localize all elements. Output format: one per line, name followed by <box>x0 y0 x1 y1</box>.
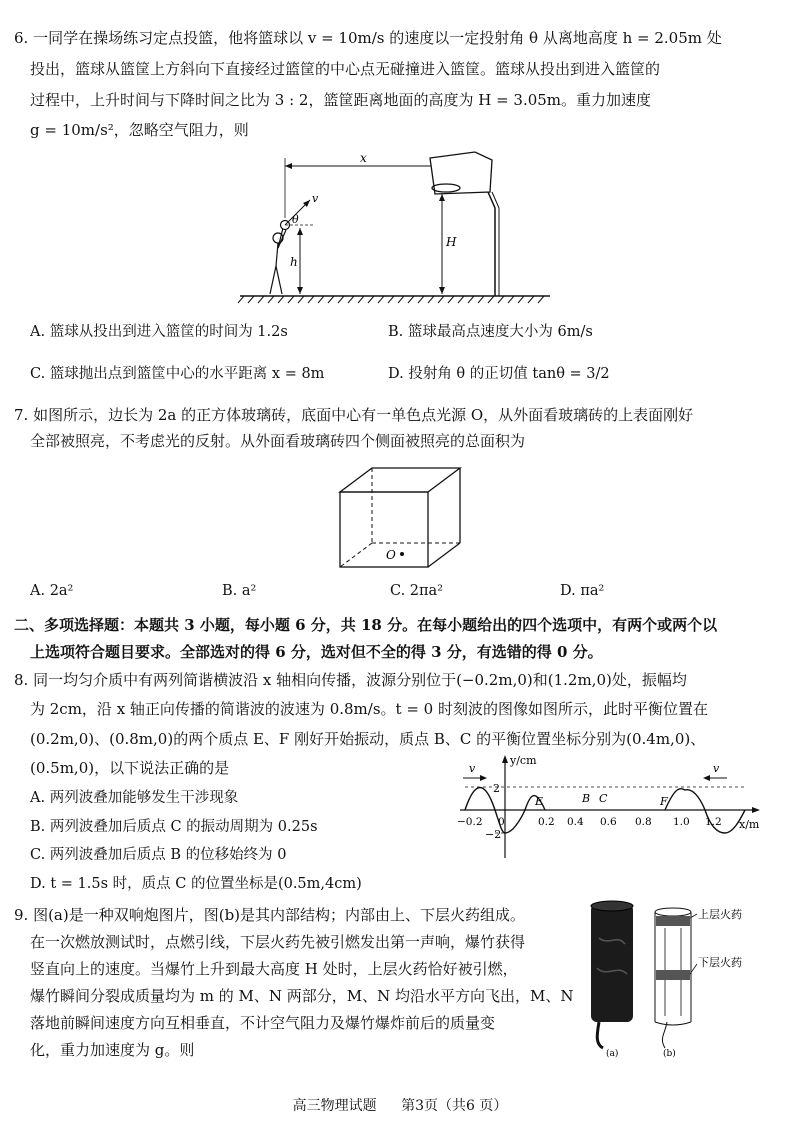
footer-page: 第3页（共6 页） <box>401 1098 508 1114</box>
section2-heading-line-2: 上选项符合题目要求。全部选对的得 6 分，选对但不全的得 3 分，有选错的得 0 分。 <box>30 643 603 661</box>
q8-line-4: (0.5m,0)，以下说法正确的是 <box>30 759 230 777</box>
footer-title: 高三物理试题 <box>292 1098 377 1114</box>
page-footer <box>0 1095 800 1115</box>
label-v: v <box>312 192 319 205</box>
label-H: H <box>446 235 457 249</box>
q8-line-3: (0.2m,0)、(0.8m,0)的两个质点 E、F 刚好开始振动，质点 B、C 的平衡位置坐标分别为(0.4m,0)、 <box>30 730 706 748</box>
light-source-dot <box>400 552 404 556</box>
fig-a-label: (a) <box>606 1049 619 1059</box>
x-tick-0.8: 0.8 <box>635 816 652 828</box>
q9-line-1: 9. 图(a)是一种双响炮图片，图(b)是其内部结构；内部由上、下层火药组成。 <box>14 906 526 924</box>
q6-option-c: C. 篮球抛出点到篮筐中心的水平距离 x = 8m <box>30 366 325 382</box>
q6-basketball-figure <box>230 148 570 308</box>
q9-line-3: 竖直向上的速度。当爆竹上升到最大高度 H 处时，上层火药恰好被引燃， <box>30 960 518 978</box>
graph-y-label: y/cm <box>510 754 537 767</box>
q9-firecracker-figure <box>585 898 785 1060</box>
q8-option-d: D. t = 1.5s 时，质点 C 的位置坐标是(0.5m,4cm) <box>30 876 362 892</box>
label-O: O <box>386 548 396 562</box>
q9-line-6: 化，重力加速度为 g。则 <box>30 1041 195 1059</box>
x-tick-0.6: 0.6 <box>600 816 617 828</box>
q9-line-5: 落地前瞬间速度方向互相垂直，不计空气阻力及爆竹爆炸前后的质量变 <box>30 1014 496 1032</box>
q6-option-a: A. 篮球从投出到进入篮筐的时间为 1.2s <box>30 324 288 340</box>
x-tick-0: 0 <box>498 816 505 828</box>
q7-line-1: 7. 如图所示，边长为 2a 的正方体玻璃砖，底面中心有一单色点光源 O，从外面看玻璃砖的上表面刚好 <box>14 406 694 424</box>
x-tick-1.2: 1.2 <box>705 816 722 828</box>
label-h: h <box>290 255 298 269</box>
x-tick-0.2: 0.2 <box>538 816 555 828</box>
lower-powder-label: 下层火药 <box>698 956 742 969</box>
q7-option-a: A. 2a² <box>30 583 74 599</box>
q6-option-d: D. 投射角 θ 的正切值 tanθ = 3/2 <box>388 366 610 382</box>
q6-line-3: 过程中，上升时间与下降时间之比为 3 : 2，篮筐距离地面的高度为 H = 3.05m。重力加速度 <box>30 91 652 109</box>
point-E: E <box>535 795 544 808</box>
y-tick-2: 2 <box>493 782 500 795</box>
q8-option-c: C. 两列波叠加后质点 B 的位移始终为 0 <box>30 847 287 863</box>
q7-option-b: B. a² <box>222 583 257 599</box>
q6-line-2: 投出，篮球从篮筐上方斜向下直接经过篮筐的中心点无碰撞进入篮筐。篮球从投出到进入篮筐的 <box>30 60 661 78</box>
label-theta: θ <box>292 213 299 226</box>
q9-line-2: 在一次燃放测试时，点燃引线，下层火药先被引燃发出第一声响，爆竹获得 <box>30 933 526 951</box>
point-F: F <box>660 795 668 808</box>
q8-option-a: A. 两列波叠加能够发生干涉现象 <box>30 790 239 806</box>
point-B: B <box>582 792 591 805</box>
q9-line-4: 爆竹瞬间分裂成质量均为 m 的 M、N 两部分，M、N 均沿水平方向飞出，M、N <box>30 987 574 1005</box>
q8-wave-graph <box>455 750 775 865</box>
label-x: x <box>360 151 367 165</box>
q6-line-4: g = 10m/s²，忽略空气阻力，则 <box>30 121 249 139</box>
fig-b-label: (b) <box>663 1049 676 1059</box>
q7-option-c: C. 2πa² <box>390 583 444 599</box>
x-tick-0.4: 0.4 <box>567 816 584 828</box>
firecracker-photo <box>591 901 633 1048</box>
v-left-label: v <box>469 762 476 775</box>
q7-cube-figure <box>330 462 470 572</box>
q8-line-1: 8. 同一均匀介质中有两列简谐横波沿 x 轴相向传播，波源分别位于(−0.2m,0)和(1.2m,0)处，振幅均 <box>14 671 687 689</box>
x-tick-1.0: 1.0 <box>673 816 690 828</box>
q7-option-d: D. πa² <box>560 583 605 599</box>
q7-line-2: 全部被照亮，不考虑光的反射。从外面看玻璃砖四个侧面被照亮的总面积为 <box>30 432 526 450</box>
q8-option-b: B. 两列波叠加后质点 C 的振动周期为 0.25s <box>30 819 318 835</box>
upper-powder-label: 上层火药 <box>698 908 742 921</box>
v-right-label: v <box>713 762 720 775</box>
x-tick-neg0.2: −0.2 <box>457 816 483 828</box>
y-tick-neg2: −2 <box>485 828 502 841</box>
q6-line-1: 6. 一同学在操场练习定点投篮，他将篮球以 v = 10m/s 的速度以一定投射角 θ 从离地高度 h = 2.05m 处 <box>14 29 722 47</box>
q6-option-b: B. 篮球最高点速度大小为 6m/s <box>388 324 593 340</box>
graph-x-label: x/m <box>739 818 760 831</box>
player-figure <box>270 228 286 294</box>
section2-heading-line-1: 二、多项选择题：本题共 3 小题，每小题 6 分，共 18 分。在每小题给出的四个选项中，有两个或两个以 <box>14 616 718 634</box>
q8-line-2: 为 2cm，沿 x 轴正向传播的简谐波的波速为 0.8m/s。t = 0 时刻波的图像如图所示，此时平衡位置在 <box>30 700 708 718</box>
point-C: C <box>599 792 608 805</box>
